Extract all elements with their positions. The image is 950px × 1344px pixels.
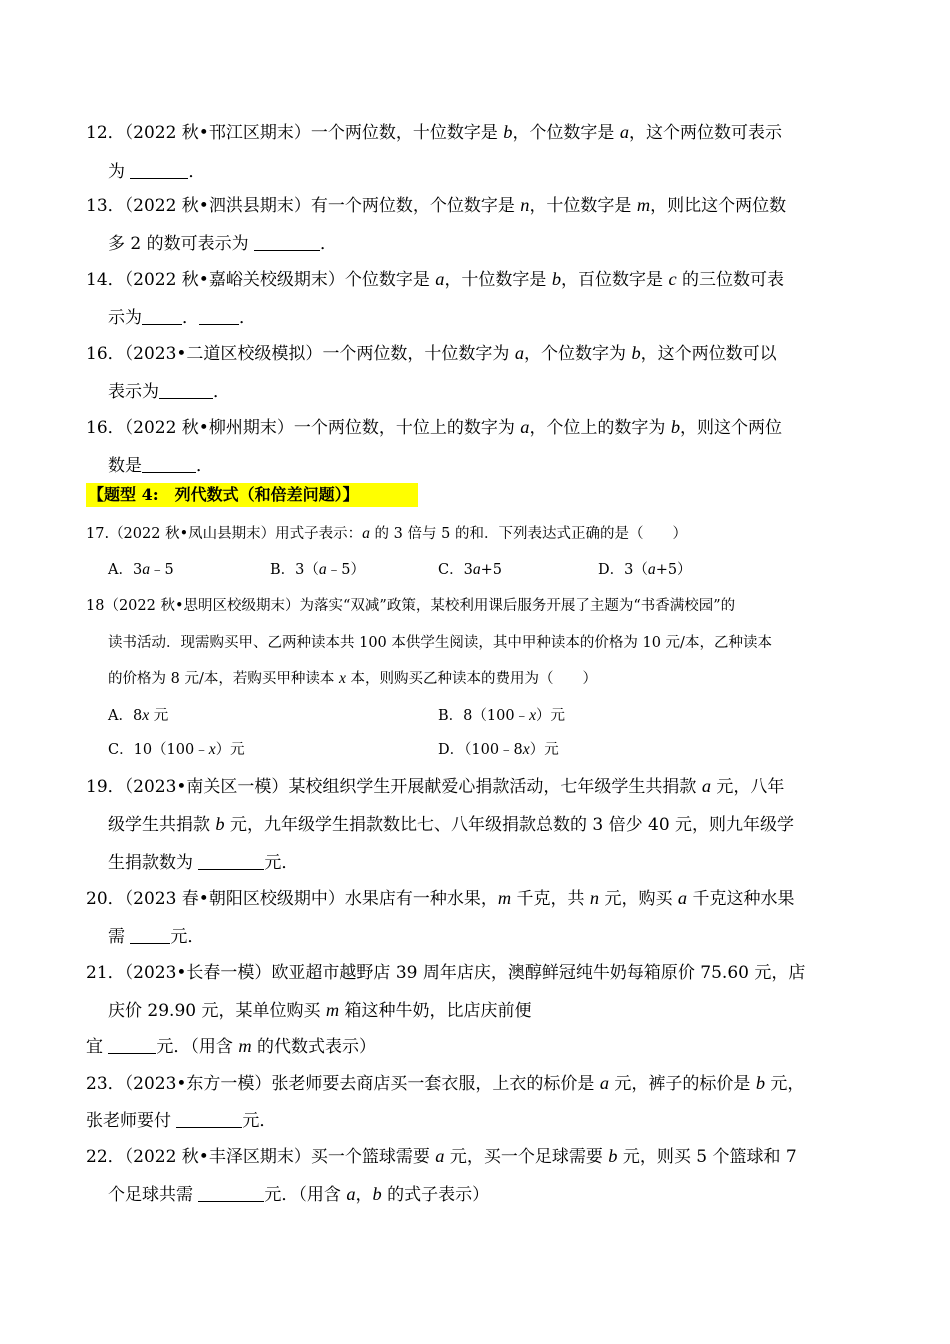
q17-option-a[interactable]: A．3a﹣5 [108,561,174,578]
q14-line1: 14．（2022 秋•嘉峪关校级期末）个位数字是 a，十位数字是 b，百位数字是 c 的三位数可表 [86,269,784,290]
q18-option-a[interactable]: A．8x 元 [108,707,169,724]
q17-stem: 17.（2022 秋•凤山县期末）用式子表示：a 的 3 倍与 5 的和．下列表达式正确的是（ ） [86,525,687,542]
q21-line3: 宜 元．（用含 m 的代数式表示） [86,1036,376,1057]
q18-option-c[interactable]: C．10（100﹣x）元 [108,741,245,758]
section-heading: 【题型 4: 列代数式（和倍差问题）】 [86,483,418,507]
q23-line1: 23．（2023•东方一模）张老师要去商店买一套衣服，上衣的标价是 a 元，裤子的标价是 b 元， [86,1073,805,1094]
q19-line3: 生捐款数为 元． [108,853,299,873]
q14-line2: 示为 ． ． [108,308,256,328]
q12-line1: 12．（2022 秋•邗江区期末）一个两位数，十位数字是 b，个位数字是 a，这个两位数可表示 [86,122,783,143]
answer-blank[interactable] [159,381,213,399]
q20-line1: 20．（2023 春•朝阳区校级期中）水果店有一种水果，m 千克，共 n 元，购买 a 千克这种水果 [86,888,795,909]
q20-line2: 需 元． [108,927,205,947]
q22-line1: 22．（2022 秋•丰泽区期末）买一个篮球需要 a 元，买一个足球需要 b 元，则买 5 个篮球和 7 [86,1146,797,1167]
answer-blank[interactable] [198,852,264,870]
q13-line2: 多 2 的数可表示为 ． [108,234,338,254]
q21-line2: 庆价 29.90 元，某单位购买 m 箱这种牛奶，比店庆前便 [108,1000,532,1021]
q19-line2: 级学生共捐款 b 元，九年级学生捐款数比七、八年级捐款总数的 3 倍少 40 元，则九年级学 [108,814,795,835]
answer-blank[interactable] [199,307,239,325]
answer-blank[interactable] [130,161,188,179]
q18-option-b[interactable]: B．8（100﹣x）元 [438,707,566,724]
q16a-line2: 表示为 ． [108,382,230,402]
q17-option-d[interactable]: D．3（a+5） [598,561,692,578]
answer-blank[interactable] [176,1110,242,1128]
q17-option-c[interactable]: C．3a+5 [438,561,503,578]
answer-blank[interactable] [198,1184,264,1202]
q18-line2: 读书活动．现需购买甲、乙两种读本共 100 本供学生阅读，其中甲种读本的价格为 10 元/本，乙种读本 [108,635,772,651]
q19-line1: 19．（2023•南关区一模）某校组织学生开展献爱心捐款活动，七年级学生共捐款 a 元，八年 [86,776,785,797]
q16a-line1: 16．（2023•二道区校级模拟）一个两位数，十位数字为 a，个位数字为 b，这个两位数可以 [86,343,777,364]
q21-line1: 21．（2023•长春一模）欧亚超市越野店 39 周年店庆，澳醇鲜冠纯牛奶每箱原价 75.60 元，店 [86,963,806,983]
answer-blank[interactable] [130,926,170,944]
answer-blank[interactable] [254,233,320,251]
q18-option-d[interactable]: D．（100﹣8x）元 [438,741,559,758]
q23-line2: 张老师要付 元． [86,1111,277,1131]
q17-option-b[interactable]: B．3（a﹣5） [270,561,365,578]
answer-blank[interactable] [142,455,196,473]
q12-line2: 为 ． [108,162,206,182]
q18-line1: 18（2022 秋•思明区校级期末）为落实“双减”政策，某校利用课后服务开展了主题为“书香满校园”的 [86,598,736,614]
answer-blank[interactable] [108,1036,156,1054]
answer-blank[interactable] [142,307,182,325]
q13-line1: 13．（2022 秋•泗洪县期末）有一个两位数，个位数字是 n，十位数字是 m，则比这个两位数 [86,195,787,216]
q16b-line1: 16．（2022 秋•柳州期末）一个两位数，十位上的数字为 a，个位上的数字为 b，则这个两位 [86,417,783,438]
q16b-line2: 数是 ． [108,456,213,476]
q18-line3: 的价格为 8 元/本，若购买甲种读本 x 本，则购买乙种读本的费用为（ ） [108,670,597,687]
q22-line2: 个足球共需 元．（用含 a，b 的式子表示） [108,1184,490,1205]
